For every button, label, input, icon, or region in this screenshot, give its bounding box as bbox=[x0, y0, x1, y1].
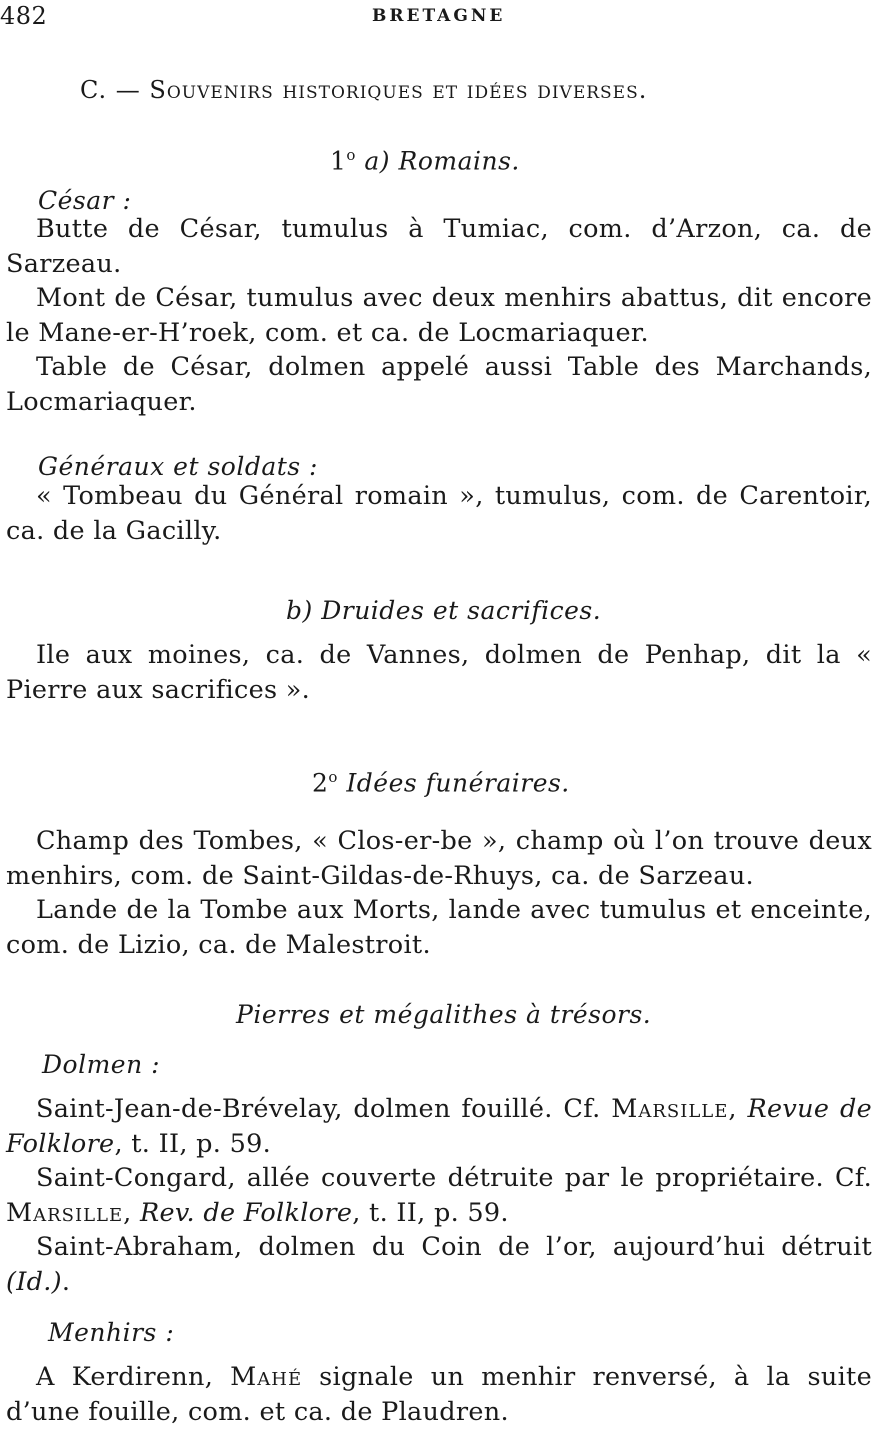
paragraph-saint-jean-de-brevelay bbox=[6, 1092, 872, 1162]
heading-funeraires-text: Idées funéraires. bbox=[346, 768, 570, 798]
paragraph-butte-de-cesar: Butte de César, tumulus à Tumiac, com. d’Arzon, ca. de Sarzeau. bbox=[6, 214, 872, 279]
text-segment: Saint-Jean-de-Brévelay, dolmen fouillé. Cf. bbox=[36, 1094, 612, 1124]
paragraph-ile-aux-moines: Ile aux moines, ca. de Vannes, dolmen de Penhap, dit la « Pierre aux sacrifices ». bbox=[6, 640, 872, 705]
text-segment: Saint-Congard, allée couverte détruite par le propriétaire. Cf. bbox=[36, 1163, 872, 1193]
page-header bbox=[0, 2, 886, 30]
author-name: Marsille bbox=[611, 1094, 729, 1124]
paragraph-tombeau-general: « Tombeau du Général romain », tumulus, com. de Carentoir, ca. de la Gacilly. bbox=[6, 481, 872, 546]
text-segment: A Kerdirenn, bbox=[36, 1362, 231, 1392]
journal-title: Revue de Folklore bbox=[6, 1094, 872, 1159]
paragraph-mont-de-cesar: Mont de César, tumulus avec deux menhirs abattus, dit encore le Mane-er-H’roek, com. et ca. de Locmariaquer. bbox=[6, 283, 872, 348]
paragraph-champ-des-tombes: Champ des Tombes, « Clos-er-be », champ où l’on trouve deux menhirs, com. de Saint-Gildas-de-Rhuys, ca. de Sarzeau. bbox=[6, 826, 872, 891]
paragraph-kerdirenn bbox=[6, 1360, 872, 1430]
paragraph-lande-tombe-aux-morts: Lande de la Tombe aux Morts, lande avec tumulus et enceinte, com. de Lizio, ca. de Malestroit. bbox=[6, 895, 872, 960]
text-segment: , bbox=[123, 1198, 140, 1228]
heading-romains-ordinal: o bbox=[346, 146, 356, 164]
text-segment: , t. II, p. 59. bbox=[352, 1198, 509, 1228]
reference-id: (Id.) bbox=[6, 1267, 62, 1297]
heading-druides: b) Druides et sacrifices. bbox=[286, 596, 602, 625]
paragraph-table-de-cesar: Table de César, dolmen appelé aussi Table des Marchands, Locmariaquer. bbox=[6, 352, 872, 417]
heading-funeraires bbox=[312, 768, 570, 797]
author-name: Mahé bbox=[230, 1362, 303, 1392]
label-menhirs: Menhirs : bbox=[48, 1318, 175, 1347]
label-dolmen: Dolmen : bbox=[42, 1050, 161, 1079]
page-number: 482 bbox=[0, 2, 48, 30]
heading-funeraires-ordinal: o bbox=[328, 768, 338, 786]
text-segment: , t. II, p. 59. bbox=[114, 1129, 272, 1159]
text-segment: . bbox=[61, 1267, 71, 1297]
text-segment: signale un menhir renversé, à la suite d’une fouille, com. et ca. de Plaudren. bbox=[6, 1362, 872, 1427]
heading-romains-number: 1 bbox=[330, 146, 347, 176]
heading-funeraires-number: 2 bbox=[312, 768, 329, 798]
heading-tresors: Pierres et mégalithes à trésors. bbox=[236, 1000, 652, 1029]
text-segment: Saint-Abraham, dolmen du Coin de l’or, aujourd’hui détruit bbox=[36, 1232, 872, 1262]
journal-title: Rev. de Folklore bbox=[139, 1198, 353, 1228]
label-cesar: César : bbox=[38, 186, 132, 215]
label-generaux: Généraux et soldats : bbox=[38, 452, 318, 481]
author-name: Marsille bbox=[6, 1198, 124, 1228]
paragraph-saint-abraham bbox=[6, 1230, 872, 1300]
heading-romains bbox=[330, 146, 520, 175]
paragraph-saint-congard bbox=[6, 1161, 872, 1231]
section-title: C. — Souvenirs historiques et idées diverses. bbox=[80, 76, 648, 104]
text-segment: , bbox=[728, 1094, 748, 1124]
running-title: BRETAGNE bbox=[372, 6, 506, 26]
heading-romains-text: a) Romains. bbox=[364, 146, 520, 176]
